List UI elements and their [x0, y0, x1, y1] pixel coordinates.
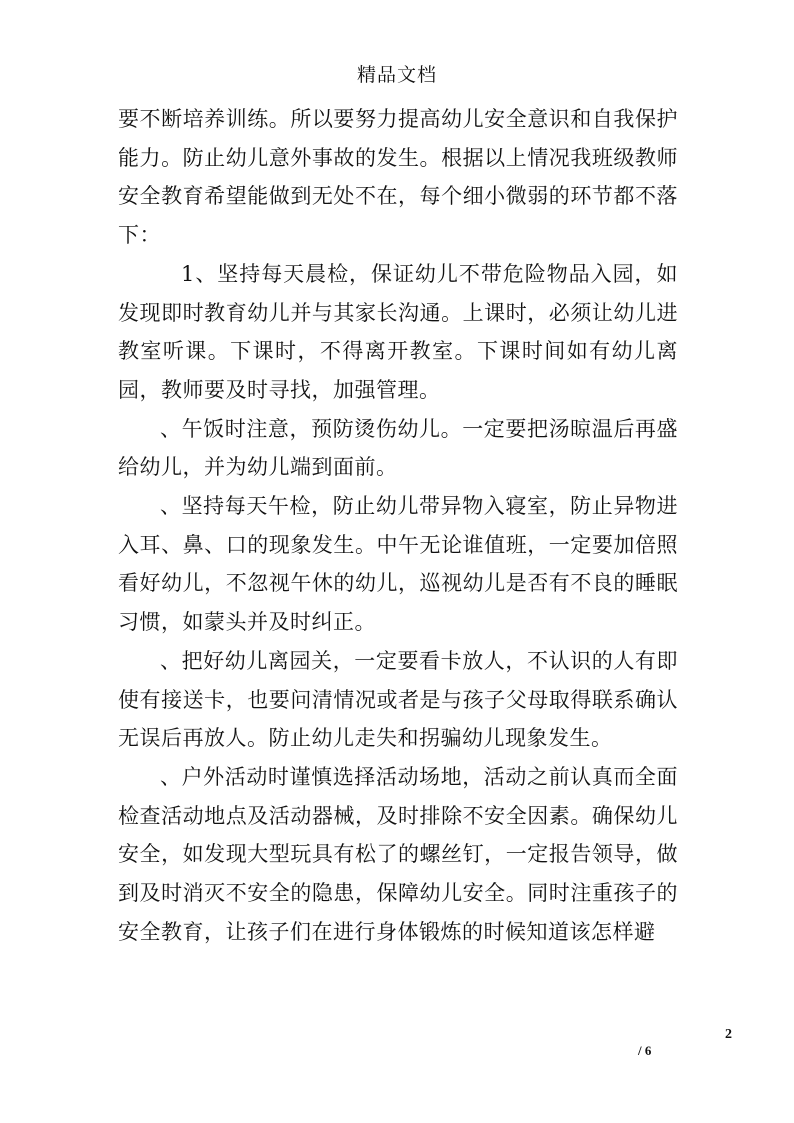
- page-header-title: 精品文档: [356, 64, 437, 86]
- paragraph: 、午饭时注意，预防烫伤幼儿。一定要把汤晾温后再盛给幼儿，并为幼儿端到面前。: [118, 416, 678, 480]
- paragraph: 、坚持每天午检，防止幼儿带异物入寝室，防止异物进入耳、鼻、口的现象发生。中午无论谁值班，一定要加倍照看好幼儿，不忽视午休的幼儿，巡视幼儿是否有不良的睡眠习惯，如蒙头并及时纠正。: [118, 494, 678, 635]
- paragraph: 1、坚持每天晨检，保证幼儿不带危险物品入园，如发现即时教育幼儿并与其家长沟通。上课时，必须让幼儿进教室听课。下课时，不得离开教室。下课时间如有幼儿离园，教师要及时寻找，加强管理。: [118, 261, 678, 402]
- paragraph: 、户外活动时谨慎选择活动场地，活动之前认真而全面检查活动地点及活动器械，及时排除不安全因素。确保幼儿安全，如发现大型玩具有松了的螺丝钉，一定报告领导，做到及时消灭不安全的隐患，保障幼儿安全。同时注重孩子的安全教育，让孩子们在进行身体锻炼的时候知道该怎样避: [118, 764, 678, 944]
- paragraph: 要不断培养训练。所以要努力提高幼儿安全意识和自我保护能力。防止幼儿意外事故的发生。根据以上情况我班级教师安全教育希望能做到无处不在，每个细小微弱的环节都不落下：: [118, 107, 678, 248]
- page-number: 2: [725, 1027, 732, 1042]
- page-total: / 6: [638, 1043, 652, 1058]
- document-body: [118, 100, 678, 951]
- paragraph: 、把好幼儿离园关，一定要看卡放人，不认识的人有即使有接送卡，也要问清情况或者是与孩子父母取得联系确认无误后再放人。防止幼儿走失和拐骗幼儿现象发生。: [118, 648, 678, 751]
